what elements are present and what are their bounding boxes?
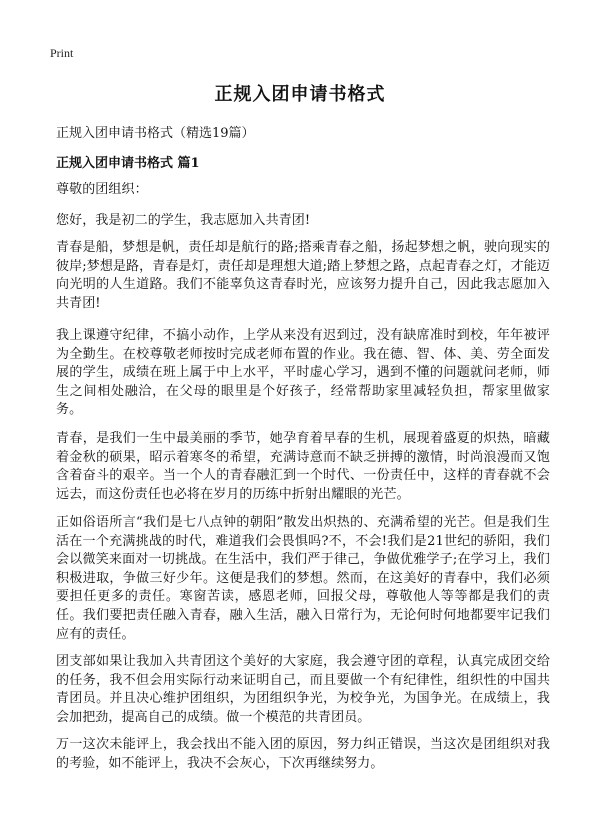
salutation: 尊敬的团组织： bbox=[56, 182, 148, 197]
print-link[interactable]: Print bbox=[50, 46, 74, 60]
document-subtitle: 正规入团申请书格式（精选19篇） bbox=[56, 126, 255, 141]
paragraph: 我上课遵守纪律，不搞小动作，上学从来没有迟到过，没有缺席准时到校，年年被评为全勤生。在校尊敬老师按时完成老师布置的作业。我在德、智、体、美、劳全面发展的学生，成绩在班上属于中上水平，平时虚心学习，遇到不懂的问题就问老师，师生之间相处融洽，在父母的眼里是个好孩子，经常帮助家里减轻负担，帮家里做家务。 bbox=[56, 328, 550, 418]
paragraph: 团支部如果让我加入共青团这个美好的大家庭，我会遵守团的章程，认真完成团交给的任务，我不但会用实际行动来证明自己，而且要做一个有纪律性，组织性的中国共青团员。并且决心维护团组织，为团组织争光，为校争光，为国争光。在成绩上，我会加把劲，提高自己的成绩。做一个模范的共青团员。 bbox=[56, 654, 550, 725]
paragraph: 正如俗语所言“我们是七八点钟的朝阳”散发出炽热的、充满希望的光芒。但是我们生活在一个充满挑战的时代，难道我们会畏惧吗?不，不会!我们是21世纪的骄阳，我们会以微笑来面对一切挑战。在生活中，我们严于律己，争做优雅学子;在学习上，我们积极进取，争做三好少年。这便是我们的梦想。然而，在这美好的青春中，我们必须要担任更多的责任。寒窗苦读，感恩老师，回报父母，尊敬他人等等都是我们的责任。我们要把责任融入青春，融入生活，融入日常行为，无论何时何地都要牢记我们应有的责任。 bbox=[56, 515, 550, 642]
paragraph: 青春，是我们一生中最美丽的季节，她孕育着早春的生机，展现着盛夏的炽热，暗藏着金秋的硕果，昭示着寒冬的希望，充满诗意而不缺乏拼搏的激情，时尚浪漫而又饱含着奋斗的艰辛。当一个人的青春融汇到一个时代、一份责任中，这样的青春就不会远去，而这份责任也必将在岁月的历练中折射出耀眼的光芒。 bbox=[56, 431, 550, 502]
section-heading: 正规入团申请书格式 篇1 bbox=[56, 156, 200, 171]
paragraph: 您好，我是初二的学生，我志愿加入共青团! bbox=[56, 213, 311, 228]
paragraph: 万一这次未能评上，我会找出不能入团的原因，努力纠正错误，当这次是团组织对我的考验，如不能评上，我决不会灰心，下次再继续努力。 bbox=[56, 737, 550, 771]
paragraph: 青春是船，梦想是帆，责任却是航行的路;搭乘青春之船，扬起梦想之帆，驶向现实的彼岸;梦想是路，青春是灯，责任却是理想大道;踏上梦想之路，点起青春之灯，才能迈向光明的人生道路。我们不能辜负这青春时光，应该努力提升自己，因此我志愿加入共青团! bbox=[56, 240, 550, 311]
document-title: 正规入团申请书格式 bbox=[214, 84, 386, 105]
